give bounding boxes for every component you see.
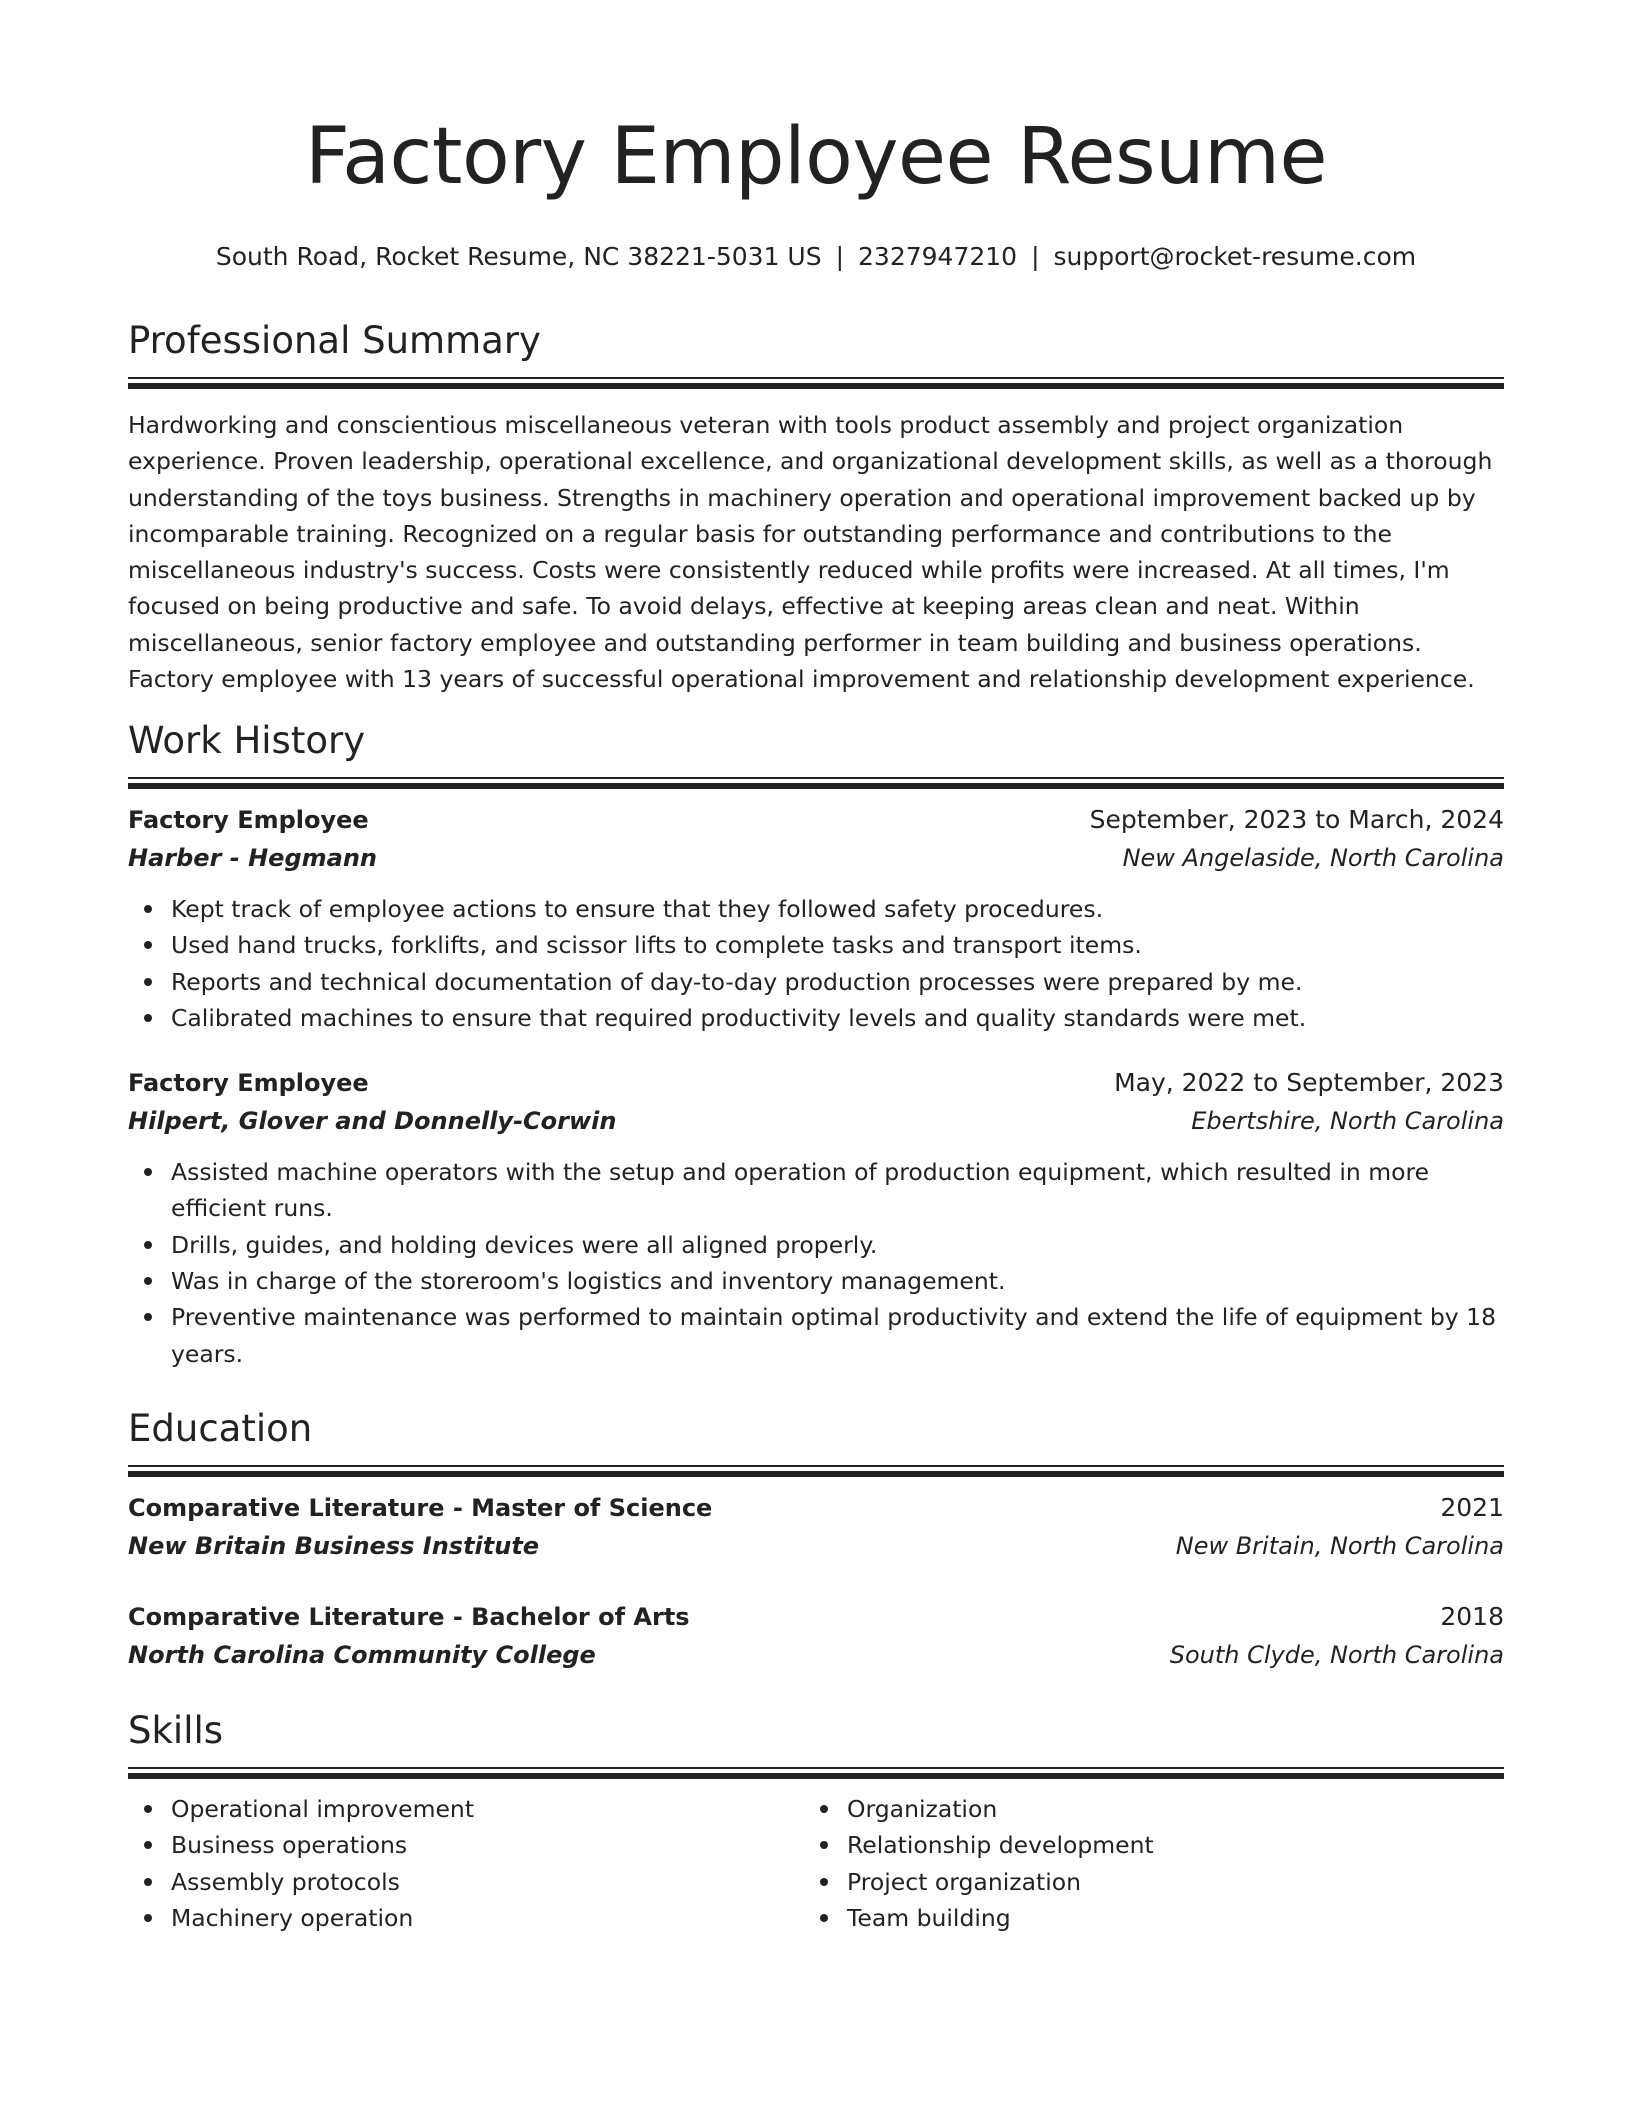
summary-heading: Professional Summary [128, 319, 541, 362]
skill-item: Operational improvement [128, 1791, 804, 1827]
summary-text: Hardworking and conscientious miscellaneous veteran with tools product assembly and project organization experience. Proven leadership, operational excellence, and organizational development skills, as well as a thorough understanding of the toys business. Strengths in machinery operation and operational improvement backed up by incomparable training. Recognized on a regular basis for outstanding performance and contributions to the miscellaneous industry's success. Costs were consistently reduced while profits were increased. At all times, I'm focused on being productive and safe. To avoid delays, effective at keeping areas clean and neat. Within miscellaneous, senior factory employee and outstanding performer in team building and business operations. Factory employee with 13 years of successful operational improvement and relationship development experience. [128, 411, 1493, 694]
job-entry [128, 1064, 1504, 1372]
list-item: Drills, guides, and holding devices were all aligned properly. [128, 1227, 1504, 1263]
skill-item: Machinery operation [128, 1900, 804, 1936]
job-dates: May, 2022 to September, 2023 [1114, 1068, 1504, 1098]
contact-separator: | [1031, 242, 1040, 271]
job-bullets [128, 1154, 1504, 1372]
education-degree: Comparative Literature - Bachelor of Arts [128, 1603, 690, 1631]
resume-name: Factory Employee Resume [304, 112, 1328, 202]
education-entry [128, 1489, 1504, 1565]
job-location: New Angelaside, North Carolina [1122, 844, 1504, 872]
education-heading: Education [128, 1407, 313, 1450]
job-title: Factory Employee [128, 806, 369, 834]
skill-item: Business operations [128, 1827, 804, 1863]
education-location: New Britain, North Carolina [1175, 1532, 1504, 1560]
list-item: Reports and technical documentation of day-to-day production processes were prepared by me. [128, 964, 1504, 1000]
education-entry [128, 1598, 1504, 1674]
skill-item: Team building [804, 1900, 1480, 1936]
job-employer: Harber - Hegmann [128, 844, 377, 872]
education-school: North Carolina Community College [128, 1641, 596, 1669]
list-item: Assisted machine operators with the setup and operation of production equipment, which resulted in more efficient runs. [128, 1154, 1504, 1227]
contact-email: support@rocket-resume.com [1053, 242, 1417, 271]
skill-item: Assembly protocols [128, 1864, 804, 1900]
job-title: Factory Employee [128, 1069, 369, 1098]
skills-section [128, 1708, 1504, 1936]
job-dates: September, 2023 to March, 2024 [1089, 805, 1504, 834]
section-divider [128, 1465, 1504, 1475]
job-bullets [128, 891, 1504, 1036]
education-school: New Britain Business Institute [128, 1532, 540, 1560]
list-item: Used hand trucks, forklifts, and scissor lifts to complete tasks and transport items. [128, 927, 1504, 963]
contact-separator: | [835, 242, 845, 271]
work-section [128, 718, 1504, 1372]
education-section [128, 1406, 1504, 1674]
contact-line [128, 240, 1504, 274]
list-item: Calibrated machines to ensure that required productivity levels and quality standards were met. [128, 1000, 1504, 1036]
education-year: 2021 [1440, 1493, 1504, 1522]
education-location: South Clyde, North Carolina [1169, 1641, 1504, 1669]
contact-address: South Road, Rocket Resume, NC 38221-5031 US [215, 242, 822, 271]
job-entry [128, 801, 1504, 1036]
skills-heading: Skills [128, 1709, 224, 1752]
section-divider [128, 777, 1504, 787]
job-location: Ebertshire, North Carolina [1191, 1107, 1504, 1136]
list-item: Was in charge of the storeroom's logistics and inventory management. [128, 1263, 1504, 1299]
skill-item: Project organization [804, 1864, 1480, 1900]
education-year: 2018 [1440, 1602, 1504, 1631]
education-degree: Comparative Literature - Master of Science [128, 1494, 713, 1522]
section-divider [128, 1767, 1504, 1777]
job-employer: Hilpert, Glover and Donnelly-Corwin [128, 1107, 617, 1136]
summary-section [128, 318, 1504, 697]
work-heading: Work History [128, 719, 366, 762]
skill-item: Organization [804, 1791, 1480, 1827]
section-divider [128, 377, 1504, 387]
contact-phone: 2327947210 [858, 242, 1018, 271]
skills-columns [128, 1791, 1504, 1936]
skill-item: Relationship development [804, 1827, 1480, 1863]
skills-list-right [804, 1791, 1480, 1936]
skills-list-left [128, 1791, 804, 1936]
list-item: Preventive maintenance was performed to maintain optimal productivity and extend the life of equipment by 18 years. [128, 1299, 1504, 1372]
list-item: Kept track of employee actions to ensure that they followed safety procedures. [128, 891, 1504, 927]
